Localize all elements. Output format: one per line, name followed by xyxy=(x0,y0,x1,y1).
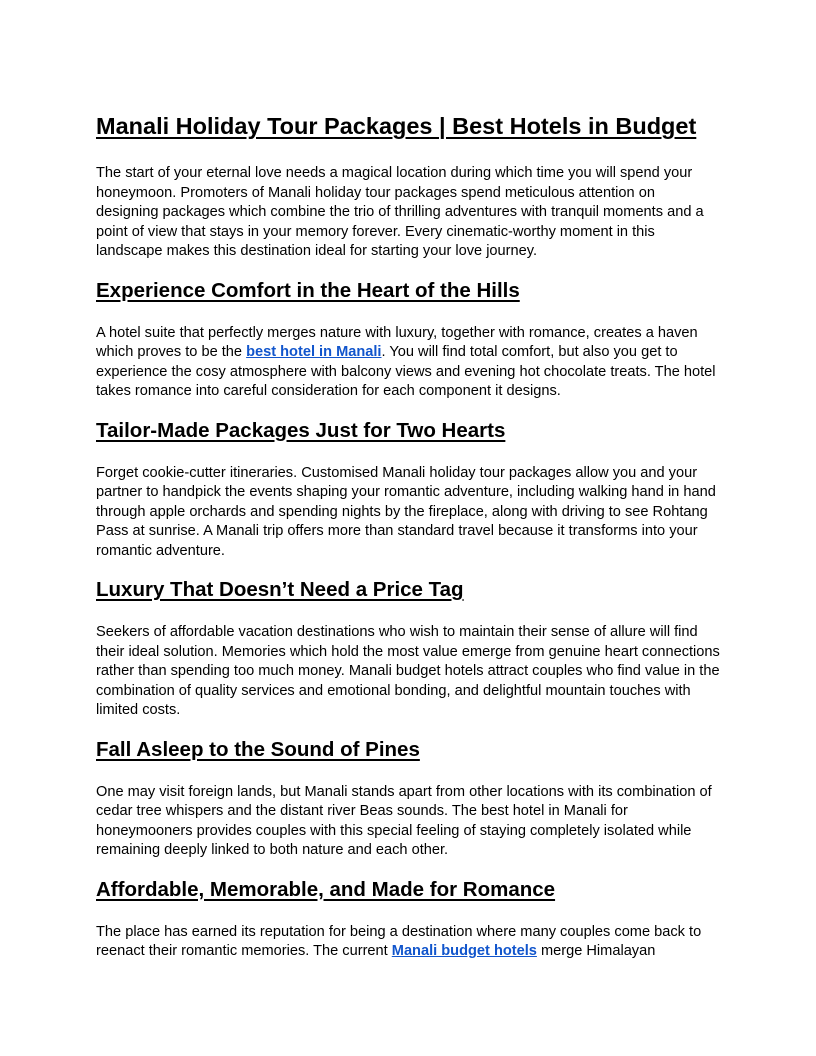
paragraph-text: merge Himalayan xyxy=(536,943,656,959)
paragraph-text: The place has earned its reputation for being a destination where many couples come back to reenact their romantic memories. The current xyxy=(96,923,702,959)
section-paragraph-comfort xyxy=(96,324,720,402)
section-paragraph-affordable xyxy=(96,923,720,962)
section-paragraph-pines: One may visit foreign lands, but Manali stands apart from other locations with its combination of cedar tree whispers and the distant river Beas sounds. The best hotel in Manali for honeymooners provides couples with this special feeling of staying completely isolated while remaining deeply linked to both nature and each other. xyxy=(96,783,712,858)
paragraph-text: . You will find total comfort, but also you get to experience the cosy atmosphere with balcony views and evening hot chocolate treats. The hotel takes romance into careful consideration for each component it designs. xyxy=(96,344,716,399)
section-paragraph-tailor-made: Forget cookie-cutter itineraries. Customised Manali holiday tour packages allow you and your partner to handpick the events shaping your romantic adventure, including walking hand in hand through apple orchards and spending nights by the fireplace, along with driving to see Rohtang Pass at sunrise. A Manali trip offers more than standard travel because it transforms into your romantic adventure. xyxy=(96,464,716,559)
budget-hotels-link[interactable]: Manali budget hotels xyxy=(391,943,537,959)
section-heading-comfort: Experience Comfort in the Heart of the Hills xyxy=(96,278,520,302)
section-heading-luxury: Luxury That Doesn’t Need a Price Tag xyxy=(96,578,464,601)
best-hotel-link[interactable]: best hotel in Manali xyxy=(246,344,382,360)
paragraph-text: A hotel suite that perfectly merges nature with luxury, together with romance, creates a haven which proves to be the xyxy=(96,324,698,360)
document-page xyxy=(96,110,720,977)
section-heading-pines: Fall Asleep to the Sound of Pines xyxy=(96,737,420,761)
intro-paragraph: The start of your eternal love needs a magical location during which time you will spend your honeymoon. Promoters of Manali holiday tour packages spend meticulous attention on designing packages which combine the trio of thrilling adventures with tranquil moments and a point of view that stays in your memory forever. Every cinematic-worthy moment in this landscape makes this destination ideal for starting your love journey. xyxy=(96,165,704,259)
section-paragraph-luxury: Seekers of affordable vacation destinations who wish to maintain their sense of allure will find their ideal solution. Memories which hold the most value emerge from genuine heart connections rather than spending too much money. Manali budget hotels attract couples who find value in the combination of quality services and emotional bonding, and delightful mountain touches with limited costs. xyxy=(96,624,720,718)
section-heading-affordable: Affordable, Memorable, and Made for Romance xyxy=(96,877,556,901)
page-title: Manali Holiday Tour Packages | Best Hotels in Budget xyxy=(96,113,697,139)
section-heading-tailor-made: Tailor-Made Packages Just for Two Hearts xyxy=(96,418,506,442)
